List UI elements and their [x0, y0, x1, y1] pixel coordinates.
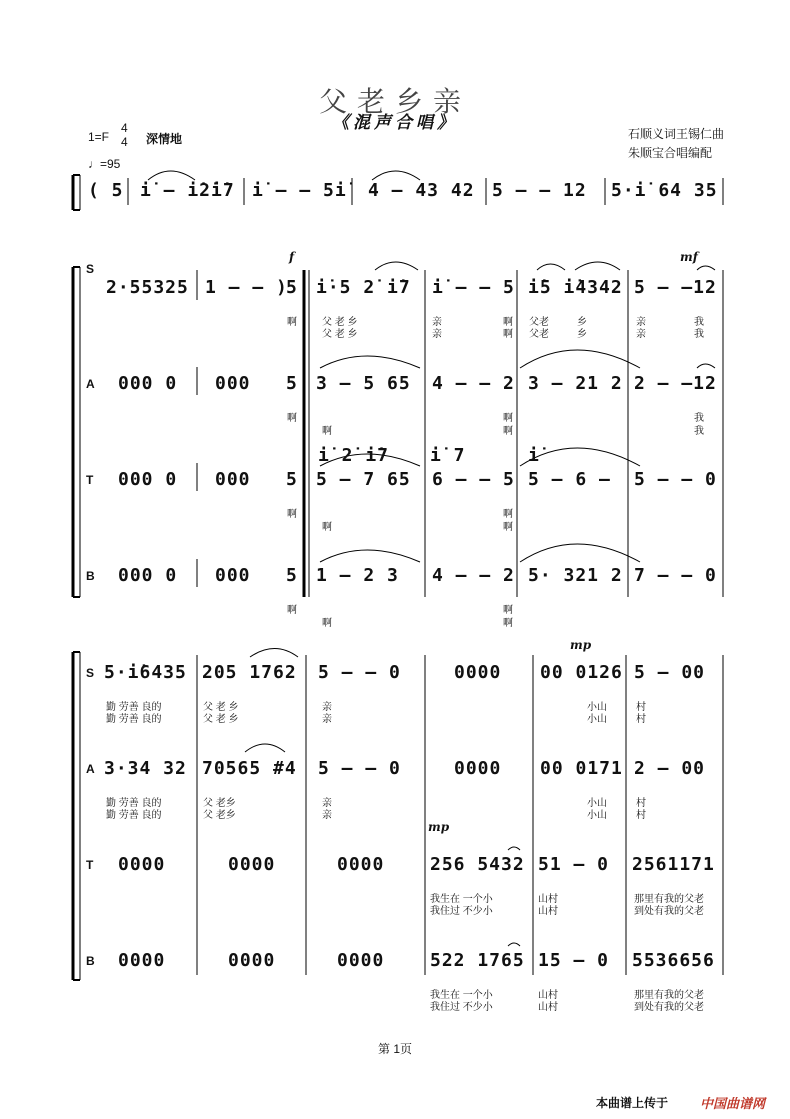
s3-a-lyric2: 亲	[322, 810, 332, 821]
s3-s-lyric: 父 老 乡	[203, 702, 239, 713]
s2-t-m7: 5 – – 0	[634, 469, 717, 490]
s2-label-s: S	[86, 262, 95, 276]
s2-b-m5: 4 – – 2	[432, 565, 515, 586]
s2-a-m2: 000	[215, 373, 251, 394]
s2-t-upper-m5: i̇ 7	[430, 445, 466, 466]
system2-slur-a2	[520, 350, 640, 368]
s3-s-lyric2: 村	[636, 714, 646, 725]
s3-s-m1: 5·i̇6435	[104, 662, 187, 683]
system1-slur-2	[372, 171, 420, 180]
s2-s-lyric: 亲	[636, 317, 646, 328]
s1-measure-1: ( 5	[88, 180, 124, 201]
s3-s-m4: 0000	[454, 662, 502, 683]
note-icon: ♩	[88, 157, 100, 171]
system3-slur-b1	[508, 943, 520, 946]
s2-label-t: T	[86, 473, 94, 487]
s3-a-m3: 5 – – 0	[318, 758, 401, 779]
system2-slur-s2	[537, 264, 565, 270]
system2-slur-a3	[697, 364, 715, 368]
s3-a-m4: 0000	[454, 758, 502, 779]
s3-a-lyric2: 村	[636, 810, 646, 821]
s3-a-lyric: 村	[636, 798, 646, 809]
s3-t-lyric2: 我住过 不少小	[430, 906, 493, 917]
system2-slur-a1	[320, 356, 420, 368]
s3-t-m2: 0000	[228, 854, 276, 875]
s2-t-m4: 5 – 7 65	[316, 469, 411, 490]
system2-slur-s3	[575, 262, 620, 270]
s3-t-m4: 256 5432	[430, 854, 525, 875]
time-bottom: 4	[121, 135, 128, 149]
system2-slur-b1	[320, 550, 420, 562]
s2-a-lyric2: 我	[694, 426, 704, 437]
s2-s-lyric: 乡	[577, 317, 587, 328]
s2-b-m1: 000 0	[118, 565, 178, 586]
s3-label-t: T	[86, 858, 94, 872]
s3-t-lyric2: 山村	[538, 906, 558, 917]
key-signature: 1=F	[88, 130, 110, 144]
dynamic-mf: mf	[680, 250, 698, 264]
s2-s-lyric2: 亲	[636, 329, 646, 340]
s2-b-lyric2: 啊	[503, 618, 513, 629]
s3-s-m5: 00 0126	[540, 662, 623, 683]
upload-notice: 本曲谱上传于	[596, 1096, 669, 1110]
s2-label-b: B	[86, 569, 95, 583]
s2-t-m1: 000 0	[118, 469, 178, 490]
s3-t-lyric2: 到处有我的父老	[634, 906, 704, 917]
credit-arranger: 朱顺宝合唱编配	[628, 146, 713, 160]
s3-s-lyric2: 亲	[322, 714, 332, 725]
s2-t-lyric2: 啊	[322, 522, 332, 533]
s2-s-lyric: 我	[694, 317, 704, 328]
s1-measure-6: 5·i̇ 64 35	[611, 180, 718, 201]
s3-t-m3: 0000	[337, 854, 385, 875]
s3-s-lyric2: 父 老 乡	[203, 714, 239, 725]
s2-s-m6: i̇5 i̇4342	[528, 277, 623, 298]
s2-b-m6: 5· 321 2	[528, 565, 623, 586]
song-title: 父老乡亲	[318, 85, 471, 118]
s2-s-lyric2: 亲	[432, 329, 442, 340]
system3-slur-t1	[508, 847, 520, 850]
s3-t-lyric: 我生在 一个小	[430, 894, 493, 905]
s3-b-lyric: 那里有我的父老	[634, 990, 704, 1001]
s3-b-m3: 0000	[337, 950, 385, 971]
s2-b-m4: 1 – 2 3	[316, 565, 399, 586]
s2-b-lyric: 啊	[503, 605, 513, 616]
s3-a-lyric: 勤 劳善 良的	[106, 798, 162, 809]
s2-a-m5: 4 – – 2	[432, 373, 515, 394]
s2-s-lyric2: 我	[694, 329, 704, 340]
s2-a-lyric: 啊	[287, 413, 297, 424]
s3-s-lyric2: 小山	[587, 714, 607, 725]
site-logo[interactable]: 中国曲谱网	[700, 1096, 766, 1111]
s2-a-lyric2: 啊	[322, 426, 332, 437]
s2-s-lyric: 啊	[503, 317, 513, 328]
s2-s-lyric: 父老	[529, 317, 549, 328]
s2-t-upper-m6: i̇	[528, 445, 540, 466]
system3-slur-s1	[250, 649, 298, 658]
s2-s-m3: 5	[286, 277, 298, 298]
s2-b-lyric2: 啊	[322, 618, 332, 629]
s3-b-m5: 15 – 0	[538, 950, 610, 971]
tempo-value: =95	[100, 157, 121, 171]
s2-a-lyric: 我	[694, 413, 704, 424]
s2-b-m3: 5	[286, 565, 298, 586]
s3-a-m1: 3·34 32	[104, 758, 187, 779]
s2-t-lyric2: 啊	[503, 522, 513, 533]
s3-label-a: A	[86, 762, 95, 776]
song-subtitle: 《混声合唱》	[332, 113, 458, 133]
s2-a-m4: 3 – 5 65	[316, 373, 411, 394]
system3-slur-a1	[245, 744, 285, 752]
s3-b-m6: 5536656	[632, 950, 715, 971]
s3-t-lyric: 那里有我的父老	[634, 894, 704, 905]
s2-a-m3: 5	[286, 373, 298, 394]
s3-s-m3: 5 – – 0	[318, 662, 401, 683]
s2-s-lyric: 父 老 乡	[322, 317, 358, 328]
s1-measure-4: 4 – 43 42	[368, 180, 475, 201]
s2-t-m6: 5 – 6 –	[528, 469, 611, 490]
s2-a-lyric: 啊	[503, 413, 513, 424]
s2-s-m2: 1 – – )	[205, 277, 288, 298]
s3-a-lyric: 父 老乡	[203, 798, 236, 809]
s3-b-lyric2: 到处有我的父老	[634, 1002, 704, 1013]
s2-a-m7: 2 – –12	[634, 373, 717, 394]
page-number: 第 1页	[377, 1042, 412, 1056]
system2-slur-b2	[520, 544, 640, 562]
s2-s-m4: i̇·5 2̇ i̇7	[316, 277, 411, 298]
s3-b-lyric: 山村	[538, 990, 558, 1001]
s3-t-m5: 51 – 0	[538, 854, 610, 875]
s3-t-m6: 2561171	[632, 854, 715, 875]
s2-t-upper-m4: i̇ 2̇ i̇7	[318, 445, 390, 466]
s2-s-lyric2: 父老	[529, 329, 549, 340]
s3-a-lyric: 小山	[587, 798, 607, 809]
s3-s-m6: 5 – 00	[634, 662, 706, 683]
s3-a-m2: 70565 #4	[202, 758, 297, 779]
s2-s-m7: 5 – –12	[634, 277, 717, 298]
s3-label-s: S	[86, 666, 95, 680]
s3-t-m1: 0000	[118, 854, 166, 875]
s3-t-lyric: 山村	[538, 894, 558, 905]
s2-t-m2: 000	[215, 469, 251, 490]
s3-s-m2: 205 1762	[202, 662, 297, 683]
s1-measure-3: i̇ – – 5i̇	[252, 180, 347, 201]
s1-measure-5: 5 – – 12	[492, 180, 587, 201]
s3-s-lyric: 村	[636, 702, 646, 713]
s2-b-lyric: 啊	[287, 605, 297, 616]
system2-slur-s1	[375, 262, 418, 270]
s2-s-m5: i̇ – – 5	[432, 277, 515, 298]
s2-s-m1: 2·55325	[106, 277, 189, 298]
s2-a-m6: 3 – 21 2	[528, 373, 623, 394]
s2-b-m7: 7 – – 0	[634, 565, 717, 586]
dynamic-mp-tenor: mp	[428, 820, 450, 834]
s2-a-lyric2: 啊	[503, 426, 513, 437]
s2-t-lyric: 啊	[287, 509, 297, 520]
s2-s-lyric: 亲	[432, 317, 442, 328]
s3-a-lyric: 亲	[322, 798, 332, 809]
system2-slur-s4	[697, 266, 715, 270]
expression-mark: 深情地	[146, 132, 183, 146]
s2-s-lyric: 啊	[287, 317, 297, 328]
dynamic-mp-soprano: mp	[570, 638, 592, 652]
credit-lyrics-music: 石顺义词王锡仁曲	[628, 127, 725, 141]
time-top: 4	[121, 121, 128, 135]
s3-b-m4: 522 1765	[430, 950, 525, 971]
s3-s-lyric: 勤 劳善 良的	[106, 702, 162, 713]
s2-a-m1: 000 0	[118, 373, 178, 394]
s2-b-m2: 000	[215, 565, 251, 586]
s3-a-lyric2: 父 老乡	[203, 810, 236, 821]
dynamic-f: f	[289, 250, 295, 264]
s3-label-b: B	[86, 954, 95, 968]
s2-s-lyric2: 乡	[577, 329, 587, 340]
s2-t-m5: 6 – – 5	[432, 469, 515, 490]
s3-s-lyric2: 勤 劳善 良的	[106, 714, 162, 725]
s2-s-lyric2: 啊	[503, 329, 513, 340]
s3-a-m5: 00 0171	[540, 758, 623, 779]
s3-b-m1: 0000	[118, 950, 166, 971]
s3-s-lyric: 亲	[322, 702, 332, 713]
s3-b-lyric2: 我住过 不少小	[430, 1002, 493, 1013]
s3-s-lyric: 小山	[587, 702, 607, 713]
s2-label-a: A	[86, 377, 95, 391]
s3-a-lyric2: 小山	[587, 810, 607, 821]
s2-t-m3: 5	[286, 469, 298, 490]
s2-s-lyric2: 父 老 乡	[322, 329, 358, 340]
s3-b-lyric2: 山村	[538, 1002, 558, 1013]
s2-t-lyric: 啊	[503, 509, 513, 520]
s1-measure-2: i̇ – i̇2̇i̇7	[140, 180, 235, 201]
s3-b-lyric: 我生在 一个小	[430, 990, 493, 1001]
s3-a-m6: 2 – 00	[634, 758, 706, 779]
system1-slur-1	[148, 171, 195, 180]
s3-a-lyric2: 勤 劳善 良的	[106, 810, 162, 821]
s3-b-m2: 0000	[228, 950, 276, 971]
